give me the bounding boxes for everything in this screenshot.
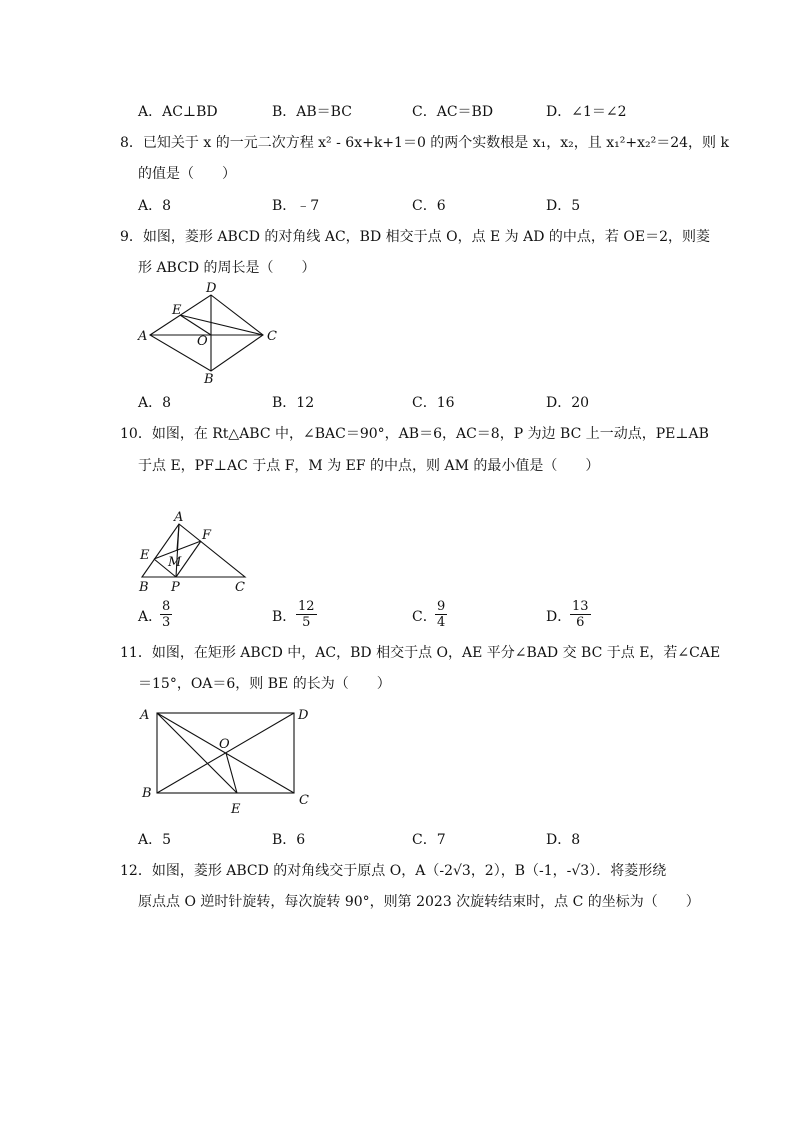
- q11-label-d: D: [298, 708, 309, 723]
- q9-option-c: C．16: [412, 395, 455, 411]
- q10-option-b-letter: B．: [272, 609, 297, 625]
- q10-option-d-fraction: [570, 599, 591, 630]
- q11-option-d: D．8: [546, 832, 581, 848]
- q10-option-d-numerator: 13: [572, 599, 589, 614]
- q11-stem-line1: 11．如图，在矩形 ABCD 中，AC，BD 相交于点 O，AE 平分∠BAD 交 BC 于点 E，若∠CAE: [120, 645, 721, 661]
- q10-option-b-denominator: 5: [302, 615, 311, 630]
- q11-label-c: C: [299, 793, 309, 808]
- q10-option-d-letter: D．: [546, 609, 572, 625]
- q10-option-c-letter: C．: [412, 609, 437, 625]
- q10-option-a-denominator: 3: [162, 615, 171, 630]
- q9-segment-oe: [180, 315, 211, 335]
- q10-option-c-denominator: 4: [437, 615, 446, 630]
- q10-option-b-fraction: [296, 599, 317, 630]
- q10-option-c-fraction: [435, 599, 447, 630]
- q10-label-f: F: [202, 528, 212, 543]
- q8-option-d: D．5: [546, 198, 581, 214]
- q10-stem-line1: 10．如图，在 Rt△ABC 中，∠BAC＝90°，AB＝6，AC＝8，P 为边 BC 上一动点，PE⊥AB: [120, 426, 709, 442]
- q8-option-a: A．8: [138, 198, 172, 214]
- q11-stem-line2: ＝15°，OA＝6，则 BE 的长为（ ）: [138, 676, 391, 692]
- q10-triangle-figure: [135, 510, 255, 595]
- q9-option-b: B．12: [272, 395, 315, 411]
- q8-stem-line1: 8．已知关于 x 的一元二次方程 x² - 6x+k+1＝0 的两个实数根是 x₁，x₂，且 x₁²+x₂²＝24，则 k: [120, 135, 729, 151]
- q11-label-e: E: [231, 802, 241, 817]
- q10-option-b-numerator: 12: [298, 599, 315, 614]
- q7-option-c: C．AC＝BD: [412, 104, 494, 120]
- q10-triangle-abc: [142, 524, 245, 577]
- q12-stem-line1: 12．如图，菱形 ABCD 的对角线交于原点 O，A（-2√3，2），B（-1，-√3）．将菱形绕: [120, 863, 667, 879]
- q7-option-a: A．AC⊥BD: [138, 104, 218, 120]
- q10-label-a: A: [174, 510, 184, 525]
- q10-option-a-letter: A．: [138, 609, 163, 625]
- q10-label-c: C: [235, 580, 245, 595]
- q11-label-o: O: [219, 737, 230, 752]
- q10-option-d-denominator: 6: [576, 615, 585, 630]
- q10-label-b: B: [139, 580, 149, 595]
- q10-option-c-numerator: 9: [437, 599, 446, 614]
- q10-stem-line2: 于点 E，PF⊥AC 于点 F，M 为 EF 的中点，则 AM 的最小值是（ ）: [138, 458, 600, 474]
- q10-option-a-fraction: [160, 599, 172, 630]
- q11-label-a: A: [140, 708, 150, 723]
- q10-label-e: E: [140, 548, 150, 563]
- q7-option-b: B．AB＝BC: [272, 104, 352, 120]
- q9-label-o: O: [197, 334, 208, 349]
- q9-stem-line2: 形 ABCD 的周长是（ ）: [138, 260, 316, 276]
- q8-option-b: B．﹣7: [272, 198, 320, 214]
- q11-option-b: B．6: [272, 832, 306, 848]
- q9-stem-line1: 9．如图，菱形 ABCD 的对角线 AC，BD 相交于点 O，点 E 为 AD 的中点，若 OE＝2，则菱: [120, 229, 710, 245]
- q9-option-a: A．8: [138, 395, 172, 411]
- q11-rectangle-figure: [138, 702, 318, 817]
- q9-label-b: B: [204, 372, 214, 387]
- q9-label-d: D: [206, 281, 217, 296]
- q9-label-a: A: [138, 329, 148, 344]
- q9-rhombus-figure: [135, 282, 285, 387]
- q7-option-d: D．∠1＝∠2: [546, 104, 627, 120]
- q9-label-e: E: [172, 303, 182, 318]
- q8-stem-line2: 的值是（ ）: [138, 166, 236, 182]
- q10-label-p: P: [171, 580, 180, 595]
- q10-option-a-numerator: 8: [162, 599, 171, 614]
- q9-rhombus: [150, 295, 263, 371]
- q8-option-c: C．6: [412, 198, 446, 214]
- q9-option-d: D．20: [546, 395, 590, 411]
- q11-option-a: A．5: [138, 832, 172, 848]
- q10-label-m: M: [168, 555, 182, 570]
- q11-label-b: B: [142, 786, 152, 801]
- q9-label-c: C: [267, 329, 277, 344]
- q12-stem-line2: 原点点 O 逆时针旋转，每次旋转 90°，则第 2023 次旋转结束时，点 C 的坐标为（ ）: [138, 894, 700, 910]
- q11-option-c: C．7: [412, 832, 446, 848]
